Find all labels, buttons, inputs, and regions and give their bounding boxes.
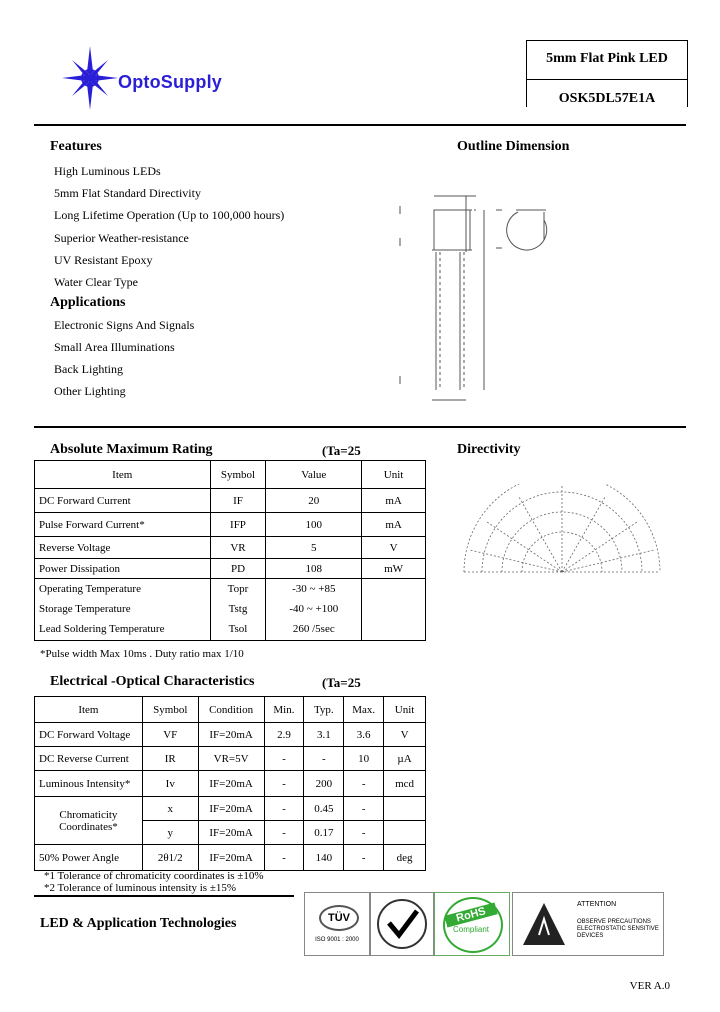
cell: Power Dissipation	[35, 559, 211, 579]
cell	[384, 821, 426, 845]
outline-drawing	[396, 190, 566, 410]
header-divider	[34, 124, 686, 126]
attention-title: ATTENTION	[577, 901, 617, 908]
cell: -	[304, 747, 344, 771]
cell: 108	[266, 559, 362, 579]
cell: VF	[142, 723, 198, 747]
cell: mA	[362, 489, 426, 513]
tuv-label: TÜV	[319, 905, 359, 931]
cell: V	[362, 537, 426, 559]
cell: 2.9	[264, 723, 304, 747]
cell: -	[344, 771, 384, 797]
cell: 100	[266, 513, 362, 537]
cell: -	[264, 797, 304, 821]
eo-table	[34, 696, 426, 871]
col-header: Symbol	[210, 461, 266, 489]
table-row	[35, 845, 426, 871]
cell: 260 /5sec	[266, 619, 362, 641]
features-title: Features	[50, 139, 102, 154]
applications-title: Applications	[50, 295, 126, 310]
table-row	[35, 797, 426, 821]
feature-item: High Luminous LEDs	[54, 164, 161, 178]
attention-text: OBSERVE PRECAUTIONS ELECTROSTATIC SENSITIVE DEVICES	[577, 919, 659, 939]
cell: Operating Temperature	[35, 579, 211, 599]
table-row	[35, 723, 426, 747]
cell: -	[344, 845, 384, 871]
table-row	[35, 537, 426, 559]
abs-max-title: Absolute Maximum Rating	[50, 442, 213, 457]
rohs-sub: Compliant	[452, 925, 489, 934]
cell: Tstg	[210, 599, 266, 619]
cell	[362, 579, 426, 641]
col-header: Min.	[264, 697, 304, 723]
table-row	[35, 489, 426, 513]
feature-item: Superior Weather-resistance	[54, 231, 189, 245]
cell: IF=20mA	[198, 845, 264, 871]
cell: 50% Power Angle	[35, 845, 143, 871]
cell: -	[264, 747, 304, 771]
cell: 10	[344, 747, 384, 771]
col-header: Unit	[384, 697, 426, 723]
cell: IF=20mA	[198, 723, 264, 747]
cell: IFP	[210, 513, 266, 537]
cell: -40 ~ +100	[266, 599, 362, 619]
cell: Topr	[210, 579, 266, 599]
col-header: Unit	[362, 461, 426, 489]
table-row	[35, 559, 426, 579]
cell: mA	[362, 513, 426, 537]
cell: 200	[304, 771, 344, 797]
eo-title: Electrical -Optical Characteristics	[50, 674, 255, 689]
cell: Iv	[142, 771, 198, 797]
iso-label: ISO 9001 : 2000	[315, 937, 359, 943]
title-box	[526, 40, 688, 107]
cell: Pulse Forward Current*	[35, 513, 211, 537]
cell: IF=20mA	[198, 771, 264, 797]
company-name: LED & Application Technologies	[40, 916, 237, 931]
table-row	[35, 771, 426, 797]
col-header: Value	[266, 461, 362, 489]
abs-max-table	[34, 460, 426, 641]
feature-item: 5mm Flat Standard Directivity	[54, 186, 201, 200]
eo-condition: (Ta=25	[322, 675, 361, 690]
esd-warning-icon	[519, 895, 569, 955]
cell: -	[264, 845, 304, 871]
rohs-label: RoHS	[444, 902, 497, 927]
cell: DC Forward Voltage	[35, 723, 143, 747]
cell: Storage Temperature	[35, 599, 211, 619]
cell: PD	[210, 559, 266, 579]
cell: µA	[384, 747, 426, 771]
directivity-diagram	[462, 484, 662, 574]
product-name: 5mm Flat Pink LED	[546, 51, 668, 66]
cell: 0.45	[304, 797, 344, 821]
section-divider	[34, 426, 686, 428]
cell: Luminous Intensity*	[35, 771, 143, 797]
cell: IF=20mA	[198, 797, 264, 821]
col-header: Typ.	[304, 697, 344, 723]
cell: IF=20mA	[198, 821, 264, 845]
abs-max-note: *Pulse width Max 10ms . Duty ratio max 1/10	[40, 648, 244, 660]
application-item: Electronic Signs And Signals	[54, 318, 195, 332]
table-row	[35, 579, 426, 599]
col-header: Item	[35, 697, 143, 723]
cell: DC Reverse Current	[35, 747, 143, 771]
cell: IF	[210, 489, 266, 513]
cell: IR	[142, 747, 198, 771]
cell: DC Forward Current	[35, 489, 211, 513]
check-cert-icon	[370, 892, 434, 956]
cell: 140	[304, 845, 344, 871]
cell: 0.17	[304, 821, 344, 845]
feature-item: UV Resistant Epoxy	[54, 253, 153, 267]
cell: VR	[210, 537, 266, 559]
cell: -30 ~ +85	[266, 579, 362, 599]
cell: 20	[266, 489, 362, 513]
directivity-title: Directivity	[457, 442, 521, 457]
part-number: OSK5DL57E1A	[558, 91, 656, 106]
cell: Reverse Voltage	[35, 537, 211, 559]
rohs-cert-icon	[434, 892, 510, 956]
brand-logo-icon	[62, 46, 118, 110]
cell: Lead Soldering Temperature	[35, 619, 211, 641]
esd-attention-label	[512, 892, 664, 956]
col-header: Item	[35, 461, 211, 489]
col-header: Condition	[198, 697, 264, 723]
cell: mW	[362, 559, 426, 579]
cell: 3.6	[344, 723, 384, 747]
cell: deg	[384, 845, 426, 871]
cell: -	[264, 821, 304, 845]
abs-max-condition: (Ta=25	[322, 443, 361, 458]
cell: -	[264, 771, 304, 797]
eo-note: *1 Tolerance of chromaticity coordinates is ±10%	[44, 870, 264, 882]
table-row	[35, 513, 426, 537]
cell: VR=5V	[198, 747, 264, 771]
application-item: Other Lighting	[54, 384, 126, 398]
cell: 5	[266, 537, 362, 559]
brand-name: OptoSupply	[118, 72, 222, 92]
cell: y	[142, 821, 198, 845]
cell: -	[344, 821, 384, 845]
cell: x	[142, 797, 198, 821]
eo-note: *2 Tolerance of luminous intensity is ±15%	[44, 882, 237, 894]
cell	[384, 797, 426, 821]
cell: 3.1	[304, 723, 344, 747]
application-item: Small Area Illuminations	[54, 340, 175, 354]
version: VER A.0	[629, 980, 670, 992]
table-row	[35, 747, 426, 771]
tuv-cert-icon	[304, 892, 370, 956]
feature-item: Long Lifetime Operation (Up to 100,000 hours)	[54, 208, 285, 222]
cell: mcd	[384, 771, 426, 797]
col-header: Symbol	[142, 697, 198, 723]
feature-item: Water Clear Type	[54, 275, 138, 289]
application-item: Back Lighting	[54, 362, 123, 376]
cell: Chromaticity Coordinates*	[35, 797, 143, 845]
col-header: Max.	[344, 697, 384, 723]
outline-title: Outline Dimension	[457, 139, 570, 154]
footer-divider	[34, 895, 294, 897]
cell: 2θ1/2	[142, 845, 198, 871]
cell: V	[384, 723, 426, 747]
cell: Tsol	[210, 619, 266, 641]
cell: -	[344, 797, 384, 821]
